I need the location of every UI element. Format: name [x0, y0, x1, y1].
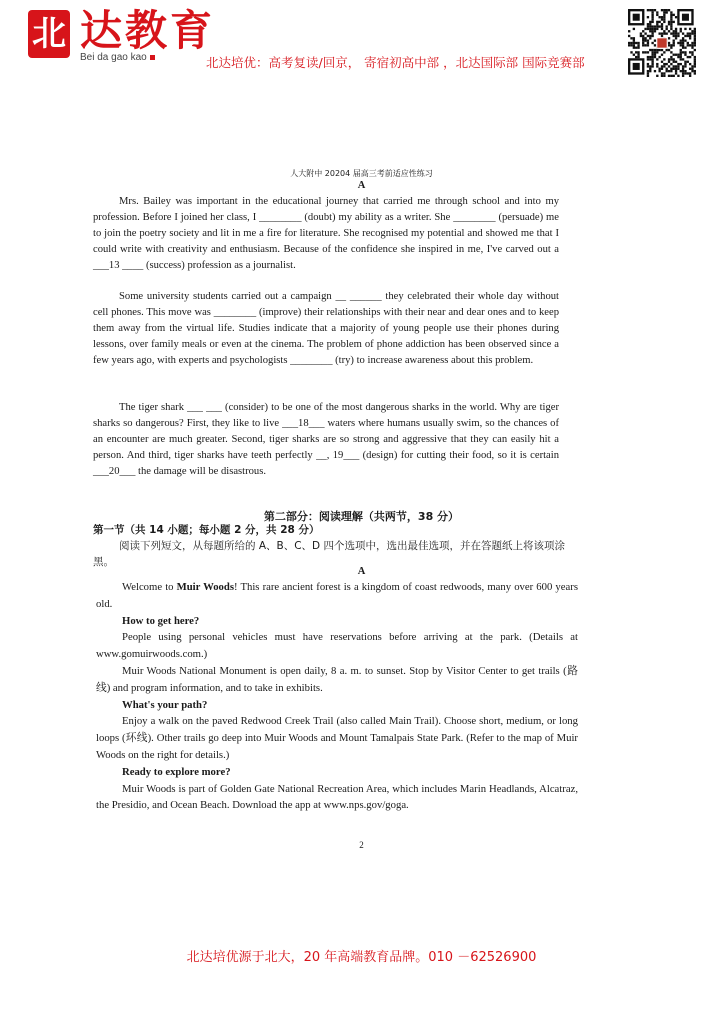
passage-intro-pre: Welcome to: [122, 581, 177, 593]
brand-square-icon: [150, 55, 155, 60]
section1-title: 第一节（共 14 小题；每小题 2 分，共 28 分）: [93, 524, 320, 536]
passage-intro: [96, 579, 578, 613]
passage-intro-post: ! This rare ancient forest is a kingdom of coast redwoods, many over 600 years old.: [96, 581, 578, 610]
passage-paragraph-1: People using personal vehicles must have reservations before arriving at the park. (Details at www.gomuirwoods.com.): [96, 631, 578, 661]
passage-heading-3: Ready to explore more?: [122, 765, 231, 778]
passage-heading-1: How to get here?: [122, 614, 200, 627]
page-number: 2: [359, 840, 364, 850]
footer-text: 北达培优源于北大，20 年高端教育品牌。010 －62526900: [186, 950, 537, 965]
exam-title: 人大附中 20204 届高三考前适应性练习: [290, 169, 433, 178]
grammar-paragraph-2-text: Some university students carried out a campaign __ ______ they celebrated their whole day without cell phones. This move was ________ (improve) their relationships with their near and dear ones and to keep them away from the virtual life. Studies indicate that a majority of young people use their phones during lessons, over family meals or even at the cinema. The problem of phone addiction has been observed since a few years ago, with experts and psychologists ________ (try) to increase awareness about this problem.: [93, 291, 559, 366]
brand-logo-mark: 北: [28, 10, 70, 58]
passage-intro-bold: Muir Woods: [176, 581, 234, 593]
passage-paragraph-2: Muir Woods National Monument is open daily, 8 a. m. to sunset. Stop by Visitor Center to get trails (路线) and program information, and to take in exhibits.: [96, 664, 578, 694]
section-a-label: A: [357, 180, 366, 191]
header-slogan: 北达培优：高考复读/回京， 寄宿初高中部 ，北达国际部 国际竞赛部: [206, 55, 585, 70]
passage-paragraph-4: Muir Woods is part of Golden Gate National Recreation Area, which includes Marin Headlands, Alcatraz, the Presidio, and Ocean Beach. Download the app at www.nps.gov/goga.: [96, 782, 578, 812]
grammar-paragraph-1-text: Mrs. Bailey was important in the educational journey that carried me through school and into my profession. Before I joined her class, I ________ (doubt) my ability as a writer. She ________ (persuade) me to join the poetry society and lit in me a fire for literature. She recognised my potential and showed me that I could write with creativity and enthusiasm. Because of the confidence she inspired in me, I've carved out a ___13 ____ (success) profession as a journalist.: [93, 196, 559, 271]
qr-code-icon: [628, 9, 696, 77]
brand-subtitle-text: Bei da gao kao: [80, 52, 147, 63]
part2-title: 第二部分：阅读理解（共两节，38 分）: [263, 510, 460, 523]
reading-passage: [96, 579, 578, 814]
brand-logo-name: 达教育: [80, 6, 216, 55]
passage-paragraph-3: Enjoy a walk on the paved Redwood Creek Trail (also called Main Trail). Choose short, medium, or long loops (环线). Other trails go deep into Muir Woods and Mount Tamalpais State Park. (Refer to the map of Muir Woods on the right for details.): [96, 715, 578, 761]
grammar-paragraph-1: [93, 194, 559, 274]
grammar-paragraph-3: [93, 400, 559, 480]
passage-label: A: [357, 566, 366, 577]
passage-heading-2: What's your path?: [122, 698, 208, 711]
brand-logo-subtitle: [80, 52, 155, 63]
instructions: 阅读下列短文，从每题所给的 A、B、C、D 四个选项中，选出最佳选项，并在答题纸上将该项涂黑。: [93, 540, 565, 568]
grammar-paragraph-2: [93, 289, 559, 369]
grammar-paragraph-3-text: The tiger shark ___ ___ (consider) to be one of the most dangerous sharks in the world. Why are tiger sharks so dangerous? First, they like to live ___18___ waters where humans usually swim, so the chances of an encounter are much greater. Second, tiger sharks are so strong and aggressive that they can easily hit a person. And third, tiger sharks have teeth perfectly __, 19___ (design) for cutting their food, so it is certain ___20___ the damage will be disastrous.: [93, 402, 559, 477]
